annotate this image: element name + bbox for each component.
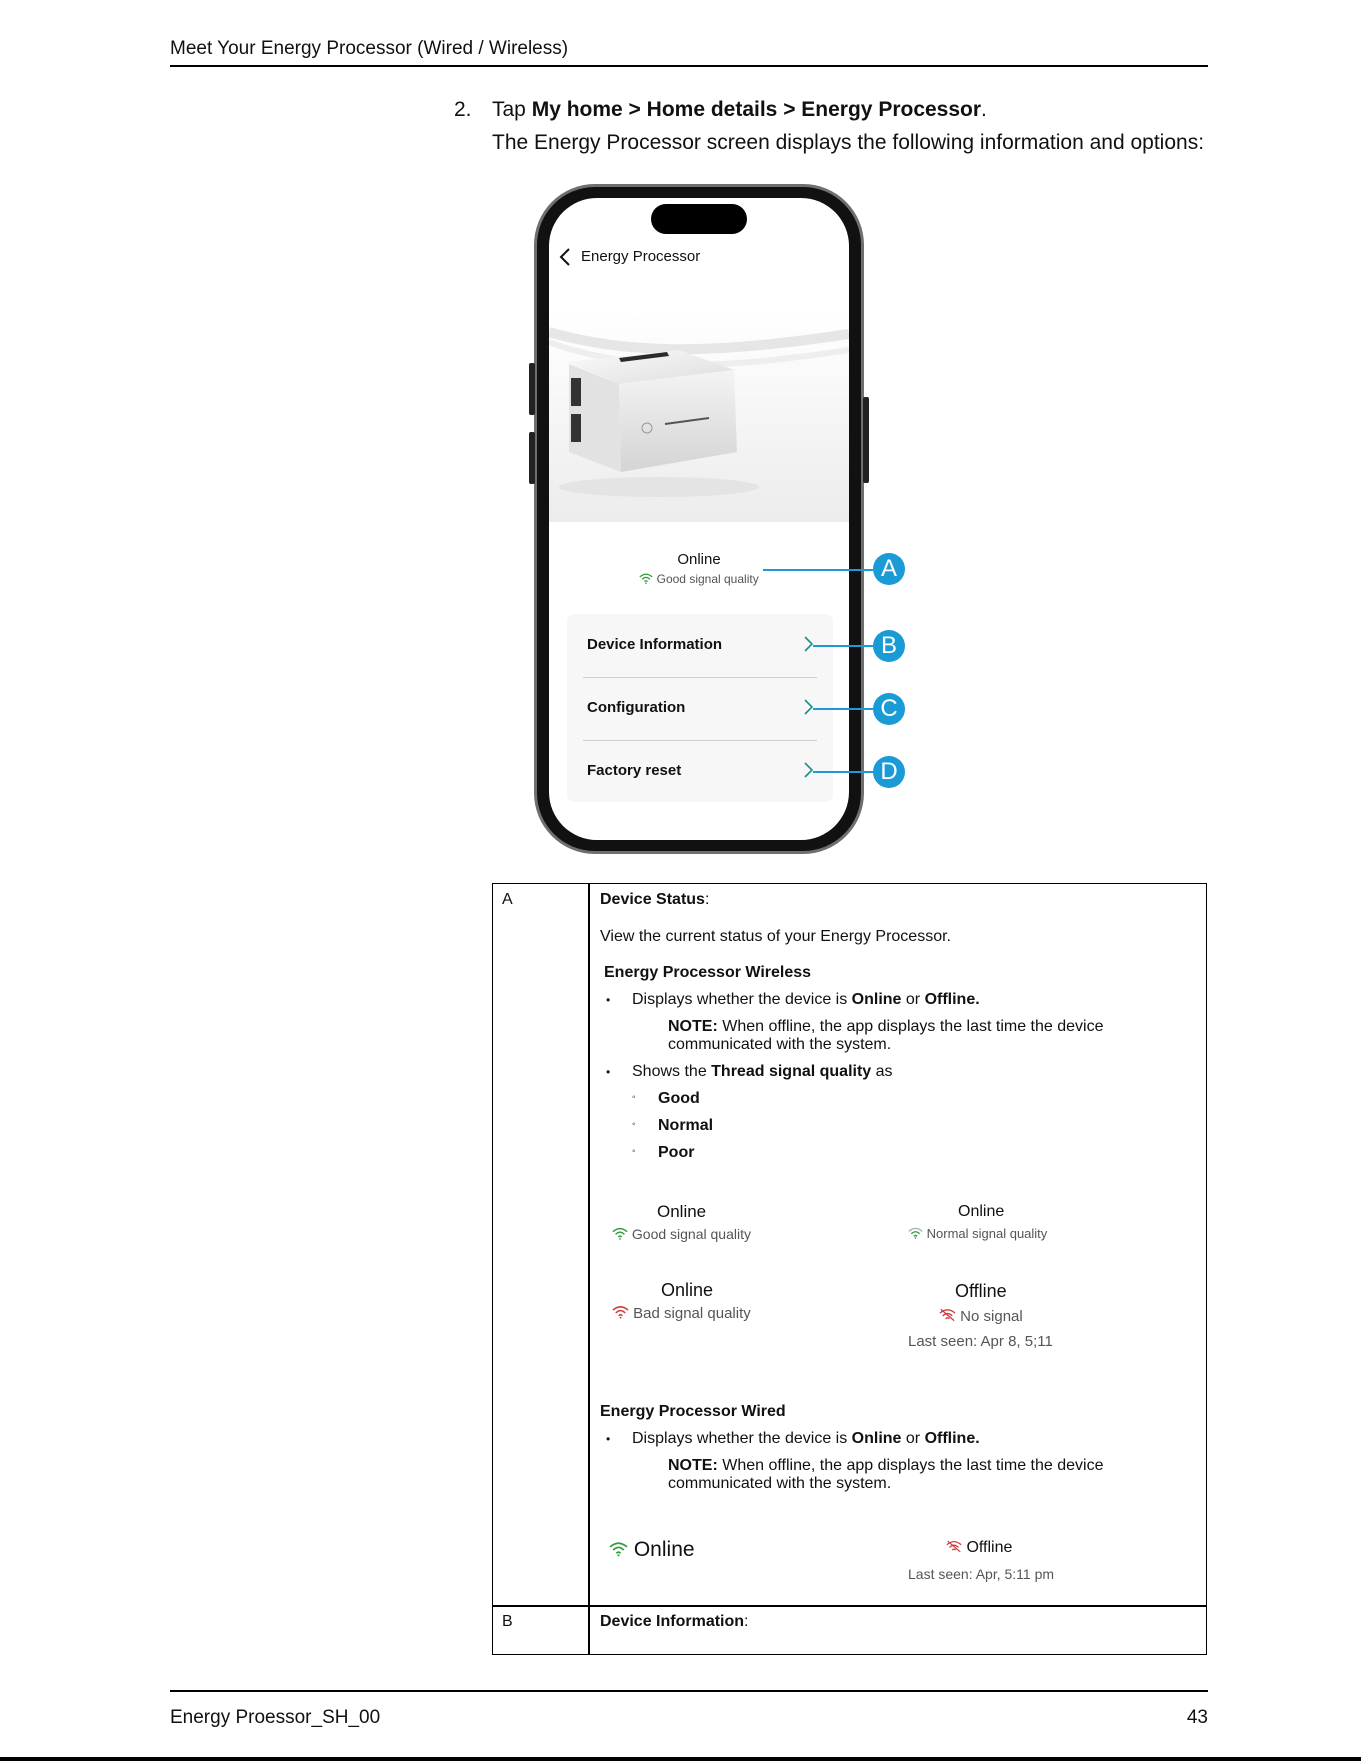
example-good-signal — [612, 1226, 751, 1242]
quality-poor: Poor — [658, 1144, 695, 1161]
offline-term: Offline — [924, 991, 976, 1008]
menu-item-label: Device Information — [587, 636, 723, 653]
wired-last-seen: Last seen: Apr, 5:11 pm — [908, 1566, 1055, 1582]
row-a-title-text: Device Status — [600, 891, 705, 908]
offline-term: Offline — [924, 1430, 976, 1447]
row-b-title — [600, 1613, 748, 1631]
step-number: 2. — [454, 98, 472, 121]
note-text: When offline, the app displays the last time the device communicated with the system. — [668, 1018, 1104, 1053]
signal-quality-text: Good signal quality — [656, 572, 759, 586]
signal-quality — [549, 572, 849, 586]
step-path: My home > Home details > Energy Processor — [531, 98, 982, 121]
quality-normal: Normal — [658, 1117, 714, 1134]
signal-text: Good signal quality — [631, 1226, 751, 1242]
step-description: The Energy Processor screen displays the following information and options: — [492, 131, 1205, 154]
online-term: Online — [851, 1430, 902, 1447]
signal-text: Bad signal quality — [633, 1305, 751, 1322]
page-bottom-edge — [0, 1757, 1361, 1761]
sub-bullet-dot: ◦ — [632, 1119, 636, 1130]
row-b-title-text: Device Information — [600, 1613, 745, 1630]
wifi-normal-icon — [908, 1227, 923, 1239]
menu-item-configuration[interactable] — [587, 677, 813, 739]
header-rule — [170, 65, 1208, 67]
callout-b: B — [873, 630, 905, 662]
signal-text: No signal — [960, 1308, 1023, 1325]
row-a-intro: View the current status of your Energy Processor. — [600, 928, 951, 945]
bullet-dot: • — [606, 1432, 611, 1446]
note-text: When offline, the app displays the last time the device communicated with the system. — [668, 1457, 1104, 1492]
example-normal-status: Online — [958, 1203, 1005, 1220]
example-bad-signal — [612, 1305, 751, 1322]
wireless-bullet-status — [632, 991, 980, 1009]
bullet-text-end: as — [871, 1063, 893, 1080]
period: . — [975, 1430, 980, 1447]
chevron-right-icon — [803, 635, 813, 653]
signal-bullet — [632, 1063, 893, 1081]
back-chevron-icon[interactable] — [558, 247, 572, 267]
wireless-note — [668, 1018, 1138, 1054]
header-title: Meet Your Energy Processor (Wired / Wireless) — [170, 38, 569, 59]
or-text: or — [901, 1430, 925, 1447]
quality-good: Good — [658, 1090, 700, 1107]
bullet-dot: • — [606, 1065, 611, 1079]
or-text: or — [901, 991, 925, 1008]
wifi-good-icon — [609, 1541, 628, 1557]
step-prefix: Tap — [492, 98, 532, 121]
table-column-divider — [588, 883, 590, 1655]
example-offline-last-seen: Last seen: Apr 8, 5;11 — [908, 1333, 1053, 1350]
example-bad-status: Online — [661, 1280, 714, 1300]
wired-heading: Energy Processor Wired — [600, 1403, 786, 1420]
signal-text: Normal signal quality — [926, 1226, 1048, 1241]
wired-bullet-status — [632, 1430, 980, 1448]
callout-line-c — [813, 708, 873, 710]
callout-line-d — [813, 771, 873, 773]
row-b-letter: B — [502, 1613, 513, 1630]
menu-item-device-information[interactable] — [587, 614, 813, 676]
sub-bullet-dot: ◦ — [632, 1092, 636, 1103]
callout-a: A — [873, 553, 905, 585]
example-offline-signal — [939, 1308, 1023, 1325]
note-label: NOTE: — [668, 1018, 718, 1035]
dynamic-island — [651, 204, 747, 234]
menu-item-factory-reset[interactable] — [587, 740, 813, 802]
bullet-text: Displays whether the device is — [632, 1430, 852, 1447]
bullet-dot: • — [606, 993, 611, 1007]
wired-online-example — [609, 1538, 695, 1562]
note-label: NOTE: — [668, 1457, 718, 1474]
wired-note — [668, 1457, 1138, 1493]
wired-offline-text: Offline — [966, 1539, 1013, 1556]
chevron-right-icon — [803, 761, 813, 779]
bullet-text: Shows the — [632, 1063, 712, 1080]
menu-item-label: Configuration — [587, 699, 686, 716]
row-a-title — [600, 891, 709, 909]
example-normal-signal — [908, 1226, 1047, 1241]
step-instruction — [492, 98, 987, 122]
table-row-divider — [492, 1605, 1207, 1607]
period: . — [975, 991, 980, 1008]
step-suffix: . — [981, 98, 987, 121]
row-b-title-colon: : — [744, 1613, 749, 1630]
example-good-status: Online — [657, 1202, 707, 1221]
wifi-bad-icon — [612, 1305, 629, 1319]
callout-c: C — [873, 693, 905, 725]
page-number: 43 — [1186, 1707, 1208, 1728]
callout-line-b — [813, 645, 873, 647]
row-a-letter: A — [502, 891, 513, 908]
wifi-off-icon — [939, 1308, 956, 1322]
energy-processor-device-image — [549, 312, 849, 522]
online-term: Online — [851, 991, 902, 1008]
footer-rule — [170, 1690, 1208, 1692]
wired-offline-example — [946, 1539, 1012, 1557]
callout-line-a — [763, 569, 873, 571]
wifi-off-icon — [946, 1540, 962, 1553]
wifi-good-icon — [639, 573, 653, 584]
wifi-good-icon — [612, 1227, 628, 1240]
chevron-right-icon — [803, 698, 813, 716]
wired-online-text: Online — [633, 1538, 695, 1561]
app-screen-title: Energy Processor — [581, 248, 701, 265]
thread-signal-term: Thread signal quality — [711, 1063, 872, 1080]
example-offline-status: Offline — [955, 1281, 1007, 1301]
wireless-heading: Energy Processor Wireless — [604, 964, 812, 981]
footer-doc-id: Energy Proessor_SH_00 — [170, 1707, 381, 1728]
device-status: Online — [677, 551, 721, 568]
settings-menu — [567, 614, 833, 802]
bullet-text: Displays whether the device is — [632, 991, 852, 1008]
sub-bullet-dot: ◦ — [632, 1146, 636, 1157]
callout-d: D — [873, 756, 905, 788]
row-a-title-colon: : — [704, 891, 710, 908]
menu-item-label: Factory reset — [587, 762, 682, 779]
